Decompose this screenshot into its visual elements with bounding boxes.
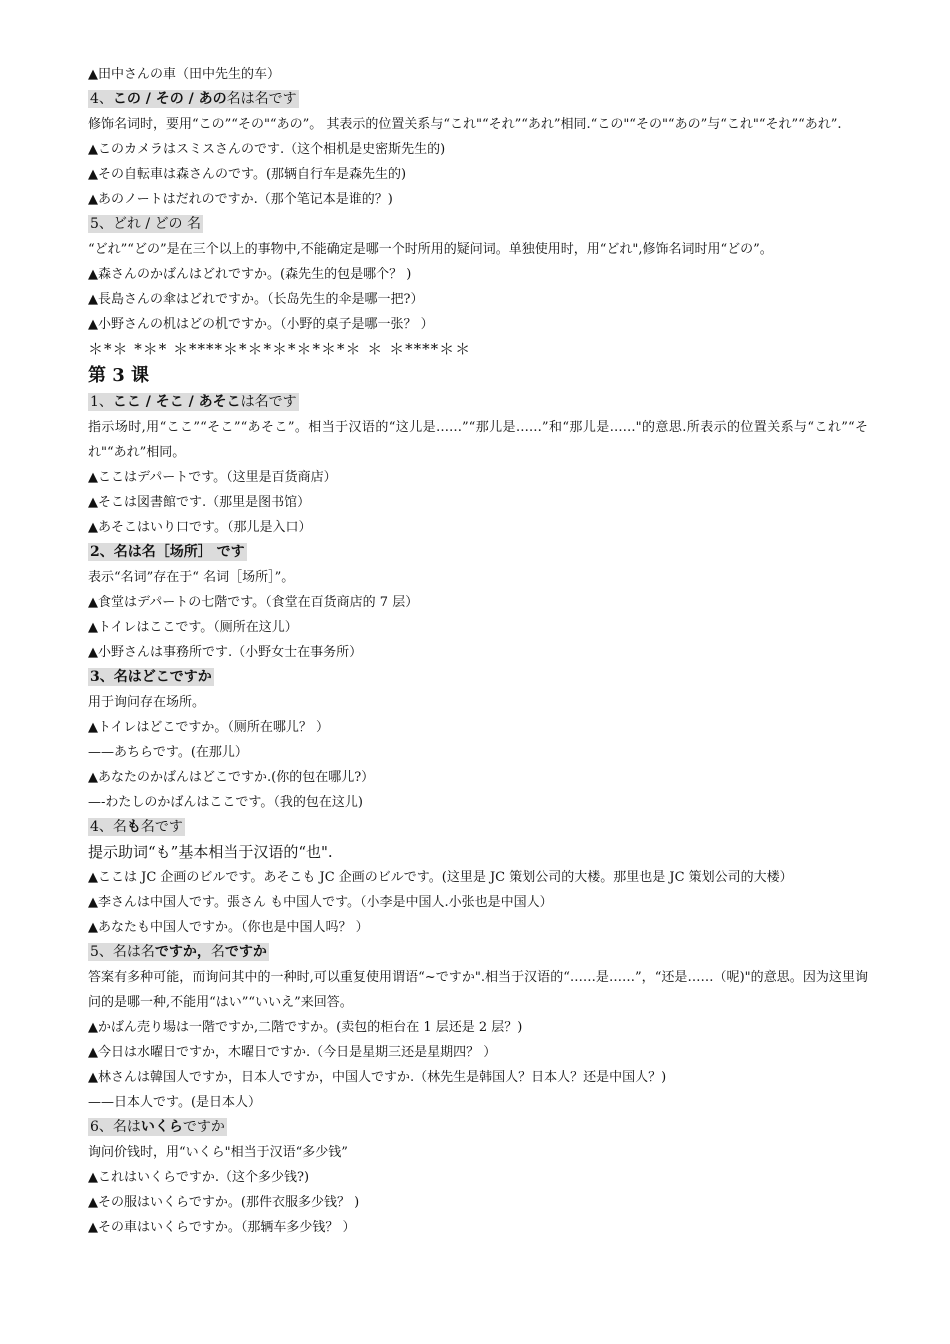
paragraph: 提示助词“も”基本相当于汉语的“也". [88,843,333,861]
heading-number: 6、 [90,1119,113,1135]
heading-bold-part: ですか， [154,944,211,960]
example-line: ▲李さんは中国人です。張さん も中国人です。（小李是中国人.小张也是中国人） [88,895,553,910]
heading-part: 名は名 [112,944,155,960]
heading-bold-part: ここ / そこ / あそこ [112,394,241,410]
example-line: ——日本人です。(是日本人） [88,1095,262,1110]
example-line: ▲林さんは韓国人ですか，日本人ですか，中国人ですか.（林先生是韩国人？日本人？还是中国人？) [88,1070,667,1085]
heading-part: 名 [112,819,127,835]
section-heading [88,665,868,690]
heading-part: 名は名です [226,91,297,107]
document-page [88,62,868,1240]
example-line: ——あちらです。(在那儿） [88,745,248,760]
heading-number: 4、 [90,91,113,107]
paragraph: 询问价钱时，用“いくら"相当于汉语“多少钱” [88,1145,348,1160]
example-line: ▲かばん売り場は一階ですか,二階ですか。(卖包的柜台在 1 层还是 2 层？) [88,1020,523,1035]
section-heading [88,940,868,965]
section-heading [88,540,868,565]
section-heading [88,815,868,840]
example-line: ▲今日は水曜日ですか，木曜日ですか.（今日是星期三还是星期四？ ） [88,1045,497,1060]
separator-stars: ＊*＊ *＊* ＊****＊*＊*＊*＊*＊*＊ ＊ ＊****＊＊ [88,340,472,358]
example-line: ▲その車はいくらですか。（那辆车多少钱？ ） [88,1220,356,1235]
example-line: ▲その自転車は森さんのです。(那辆自行车是森先生的) [88,167,407,182]
paragraph: 修饰名词时，要用“この”“その"“あの”。 其表示的位置关系与“これ"“それ”“あれ”相同.“この"“その"“あの”与“これ"“それ”“あれ”. [88,117,842,132]
example-line: ▲あなたのかばんはどこですか.(你的包在哪儿?） [88,770,375,785]
example-line: ▲食堂はデパートの七階です。（食堂在百货商店的 7 层） [88,595,419,610]
paragraph: 用于询问存在场所。 [88,695,206,710]
heading-text: 3、名はどこですか [90,669,212,685]
example-line: ▲小野さんの机はどの机ですか。（小野的桌子是哪一张？ ） [88,317,434,332]
heading-part: ですか [182,1119,225,1135]
heading-bold-part: いくら [140,1119,183,1135]
example-line: ▲長島さんの傘はどれですか。（长岛先生的伞是哪一把?） [88,292,424,307]
example-line: ▲トイレはここです。（厕所在这儿） [88,620,298,635]
section-heading [88,390,868,415]
example-line: ▲ここはデパートです。（这里是百货商店） [88,470,337,485]
section-heading [88,1115,868,1140]
heading-part: 名です [140,819,183,835]
example-line: ▲トイレはどこですか。（厕所在哪儿？ ） [88,720,329,735]
heading-text: 2、名は名［场所］ です [90,544,245,560]
section-heading [88,212,868,237]
example-line: ▲小野さんは事務所です.（小野女士在事务所） [88,645,363,660]
heading-part: 名 [210,944,225,960]
paragraph: 指示场时,用“ここ”“そこ”“あそこ”。相当于汉语的“这儿是……”“那儿是……”和“那儿是……"的意思.所表示的位置关系与“これ”“それ"“あれ”相同。 [88,420,868,460]
heading-part: 名は [112,1119,141,1135]
example-line: ▲あそこはいり口です。（那儿是入口） [88,520,312,535]
example-line: ▲田中さんの車（田中先生的车） [88,67,280,82]
paragraph: 表示“名词”存在于“ 名词［场所］”。 [88,570,295,585]
heading-bold-part: も [126,819,141,835]
lesson-title: 第 3 课 [88,365,150,386]
example-line: ▲森さんのかばんはどれですか。(森先生的包是哪个？ ) [88,267,412,282]
example-line: ▲ここは JC 企画のビルです。あそこも JC 企画のビルです。(这里是 JC 策划公司的大楼。那里也是 JC 策划公司的大楼） [88,870,793,885]
example-line: ▲あのノートはだれのですか.（那个笔记本是谁的？) [88,192,393,207]
example-line: —-わたしのかばんはここです。（我的包在这儿) [88,795,363,810]
heading-number: 1、 [90,394,113,410]
example-line: ▲このカメラはスミスさんのです.（这个相机是史密斯先生的) [88,142,446,157]
heading-number: 4、 [90,819,113,835]
heading-number: 5、 [90,944,113,960]
example-line: ▲その服はいくらですか。(那件衣服多少钱？ ) [88,1195,360,1210]
example-line: ▲そこは図書館です.（那里是图书馆） [88,495,311,510]
section-heading [88,87,868,112]
example-line: ▲これはいくらですか.（这个多少钱?) [88,1170,310,1185]
paragraph: 答案有多种可能，而询问其中的一种时,可以重复使用谓语“~ですか".相当于汉语的“……是……”，“还是……（呢)"的意思。因为这里询问的是哪一种,不能用“はい”“いいえ”来回答。 [88,970,868,1010]
paragraph: “どれ”“どの”是在三个以上的事物中,不能确定是哪一个时所用的疑问词。单独使用时，用“どれ",修饰名词时用“どの”。 [88,242,773,257]
example-line: ▲あなたも中国人ですか。（你也是中国人吗？ ） [88,920,369,935]
heading-bold-part: ですか [224,944,267,960]
heading-bold-part: この / その / あの [112,91,227,107]
heading-part: は名です [240,394,297,410]
heading-text: 5、どれ / どの 名 [90,216,201,232]
